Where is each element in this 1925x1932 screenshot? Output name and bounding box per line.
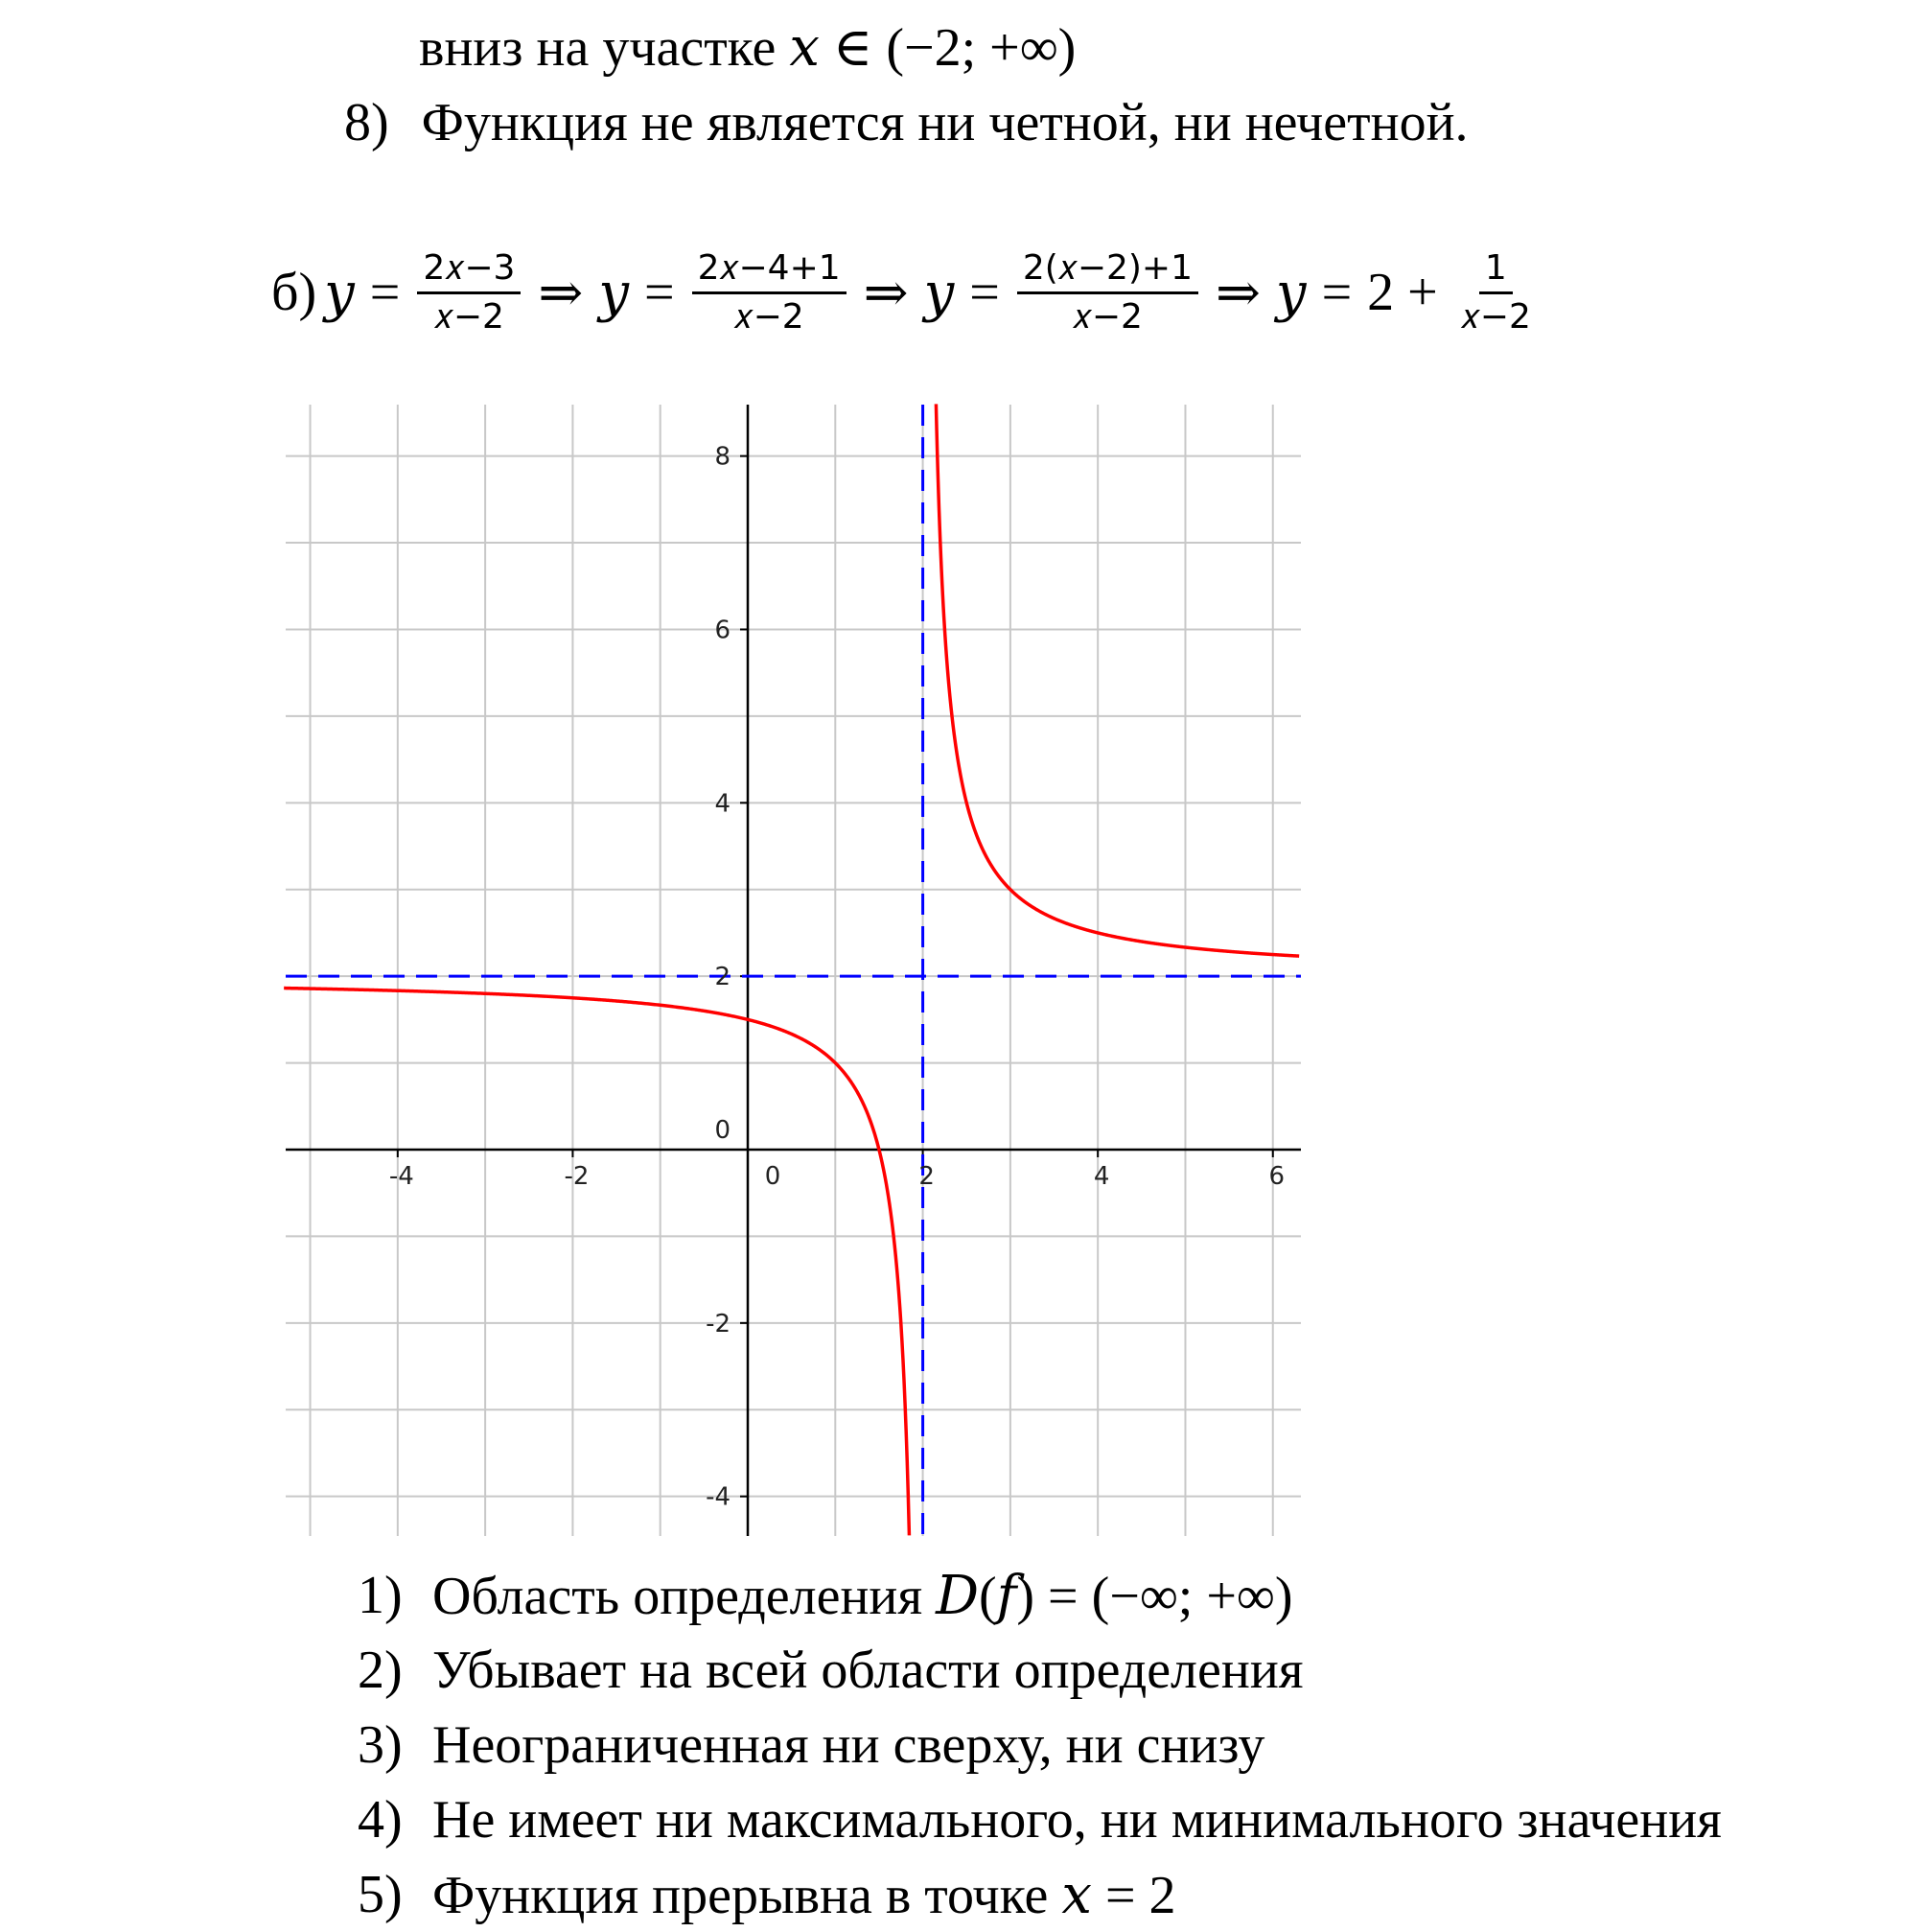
y-tick-label: 6: [714, 616, 731, 645]
denominator: 𝑥−2: [733, 296, 804, 337]
y-symbol: 𝑦: [598, 263, 629, 323]
item-text: Неограниченная ни сверху, ни снизу: [432, 1715, 1265, 1775]
constant-term: 2 +: [1367, 263, 1438, 322]
y-tick-label: 4: [714, 789, 731, 819]
list-item: [358, 1782, 1722, 1857]
item-number: 5): [358, 1865, 403, 1924]
denominator: 𝑥−2: [433, 296, 504, 337]
equals-sign: =: [969, 263, 1000, 322]
grid: [286, 405, 1301, 1536]
item-number: 1): [358, 1566, 403, 1625]
curve-left-branch: [284, 989, 909, 1536]
implies-arrow: ⇒: [1216, 263, 1261, 323]
y-tick-label: 8: [714, 442, 731, 472]
x-tick-label: -2: [564, 1162, 590, 1191]
y-tick-label: -4: [706, 1482, 731, 1512]
x-tick-label: 2: [918, 1162, 935, 1191]
item-text: Функция не является ни четной, ни нечетной.: [421, 93, 1469, 152]
numerator: 2(𝑥−2)+1: [1017, 249, 1198, 294]
item-text: Функция прерывна в точке 𝑥 = 2: [432, 1865, 1176, 1925]
implies-arrow: ⇒: [538, 263, 584, 323]
item-text: Убывает на всей области определения: [432, 1641, 1304, 1700]
equals-sign: =: [1321, 263, 1353, 322]
denominator: 𝑥−2: [1460, 296, 1531, 337]
x-tick-label: -4: [388, 1162, 414, 1191]
item-number: 4): [358, 1790, 403, 1850]
y-tick-label: -2: [706, 1309, 731, 1338]
y-tick-label: 0: [714, 1116, 731, 1145]
list-item: [358, 1857, 1722, 1932]
item-number: 8): [344, 93, 389, 152]
axes: [286, 405, 1301, 1536]
denominator: 𝑥−2: [1072, 296, 1143, 337]
equals-sign: =: [643, 263, 675, 322]
y-symbol: 𝑦: [1275, 263, 1307, 323]
list-item: [358, 1633, 1722, 1708]
implies-arrow: ⇒: [863, 263, 909, 323]
x-tick-label: 6: [1268, 1162, 1286, 1191]
list-item: [358, 1558, 1722, 1633]
item-text: Не имеет ни максимального, ни минимального значения: [432, 1790, 1722, 1850]
properties-list: [358, 1558, 1722, 1932]
item-number: 2): [358, 1641, 403, 1700]
x-tick-label: 4: [1093, 1162, 1110, 1191]
y-symbol: 𝑦: [324, 263, 355, 323]
numerator: 2𝑥−4+1: [692, 249, 847, 294]
x-tick-label: 0: [764, 1162, 781, 1191]
numerator: 2𝑥−3: [417, 249, 521, 294]
item-number: 3): [358, 1715, 403, 1775]
numerator: 1: [1479, 249, 1513, 294]
item-text: Область определения 𝐷(𝑓) = (−∞; +∞): [432, 1566, 1293, 1626]
header-line-1: вниз на участке 𝑥 ∈ (−2; +∞): [419, 18, 1077, 78]
y-symbol: 𝑦: [923, 263, 955, 323]
asymptotes: [286, 405, 1301, 1536]
part-label: б): [271, 263, 317, 322]
list-item: [358, 1708, 1722, 1782]
equals-sign: =: [369, 263, 401, 322]
curve: [284, 404, 1299, 1535]
y-tick-label: 2: [714, 963, 731, 992]
curve-right-branch: [936, 404, 1299, 956]
